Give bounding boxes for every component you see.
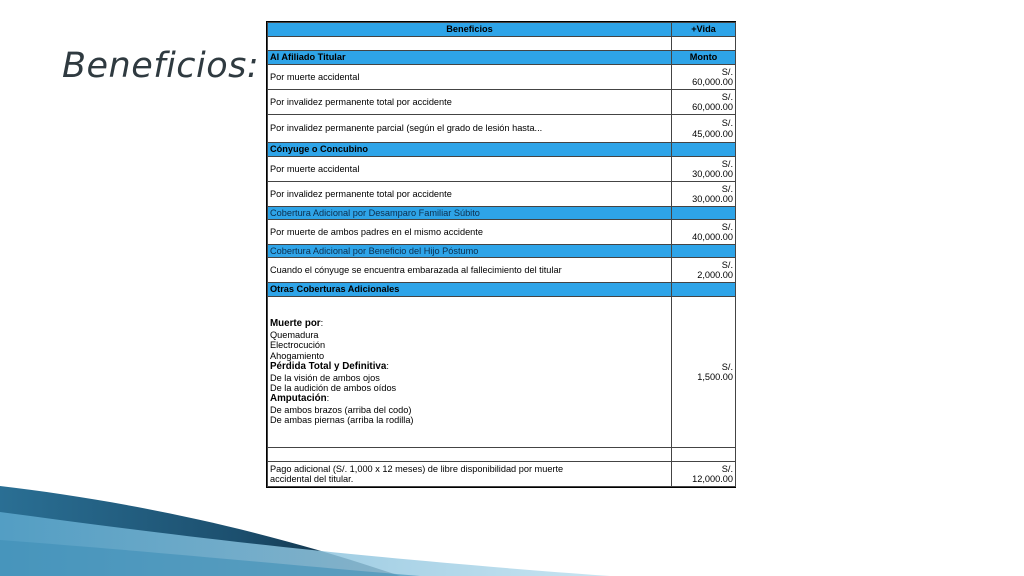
row-amount: S/. 30,000.00 (672, 157, 736, 182)
table-row (268, 182, 736, 207)
section-title: Cobertura Adicional por Desamparo Familiar Súbito (268, 207, 672, 220)
row-amount: S/. 2,000.00 (672, 258, 736, 283)
table-row (268, 462, 736, 487)
row-label: Por muerte accidental (268, 157, 672, 182)
row-amount: S/. 40,000.00 (672, 220, 736, 245)
section-header-otras (268, 283, 736, 297)
row-amount: S/. 60,000.00 (672, 65, 736, 90)
row-amount: S/. 30,000.00 (672, 182, 736, 207)
table-header-row (268, 23, 736, 37)
benefits-table (266, 21, 736, 488)
table-row (268, 115, 736, 143)
row-amount: S/. 45,000.00 (672, 115, 736, 143)
table-row (268, 258, 736, 283)
blank-row (268, 448, 736, 462)
table-row (268, 220, 736, 245)
blank-row (268, 37, 736, 51)
header-plan: +Vida (672, 23, 736, 37)
row-label: Por invalidez permanente total por accidente (268, 90, 672, 115)
row-label: Por muerte de ambos padres en el mismo accidente (268, 220, 672, 245)
row-amount: S/. 60,000.00 (672, 90, 736, 115)
table-row (268, 90, 736, 115)
row-label: Por muerte accidental (268, 65, 672, 90)
section-header-desamparo (268, 207, 736, 220)
row-label: Cuando el cónyuge se encuentra embarazada al fallecimiento del titular (268, 258, 672, 283)
row-amount: S/. 12,000.00 (672, 462, 736, 487)
section-title: Otras Coberturas Adicionales (268, 283, 672, 297)
section-title: Cobertura Adicional por Beneficio del Hijo Póstumo (268, 245, 672, 258)
section-header-postumo (268, 245, 736, 258)
slide-title: Beneficios: (62, 46, 260, 86)
amount-header: Monto (672, 51, 736, 65)
section-title: Cónyuge o Concubino (268, 143, 672, 157)
row-label: Por invalidez permanente total por accidente (268, 182, 672, 207)
section-title: Al Afiliado Titular (268, 51, 672, 65)
coverage-list: Muerte por: Quemadura Electrocución Ahogamiento Pérdida Total y Definitiva: De la visión de ambos ojos De la audición de ambos oídos Amputación: De ambos brazos (arriba del codo) De ambas piernas (arriba la rodilla) (268, 297, 672, 448)
table-row (268, 157, 736, 182)
row-label: Pago adicional (S/. 1,000 x 12 meses) de libre disponibilidad por muerte accidental del titular. (268, 462, 672, 487)
row-amount: S/. 1,500.00 (672, 297, 736, 448)
header-benefits: Beneficios (268, 23, 672, 37)
table-row (268, 297, 736, 448)
section-header-titular (268, 51, 736, 65)
table-row (268, 65, 736, 90)
row-label: Por invalidez permanente parcial (según el grado de lesión hasta... (268, 115, 672, 143)
section-header-conyuge (268, 143, 736, 157)
